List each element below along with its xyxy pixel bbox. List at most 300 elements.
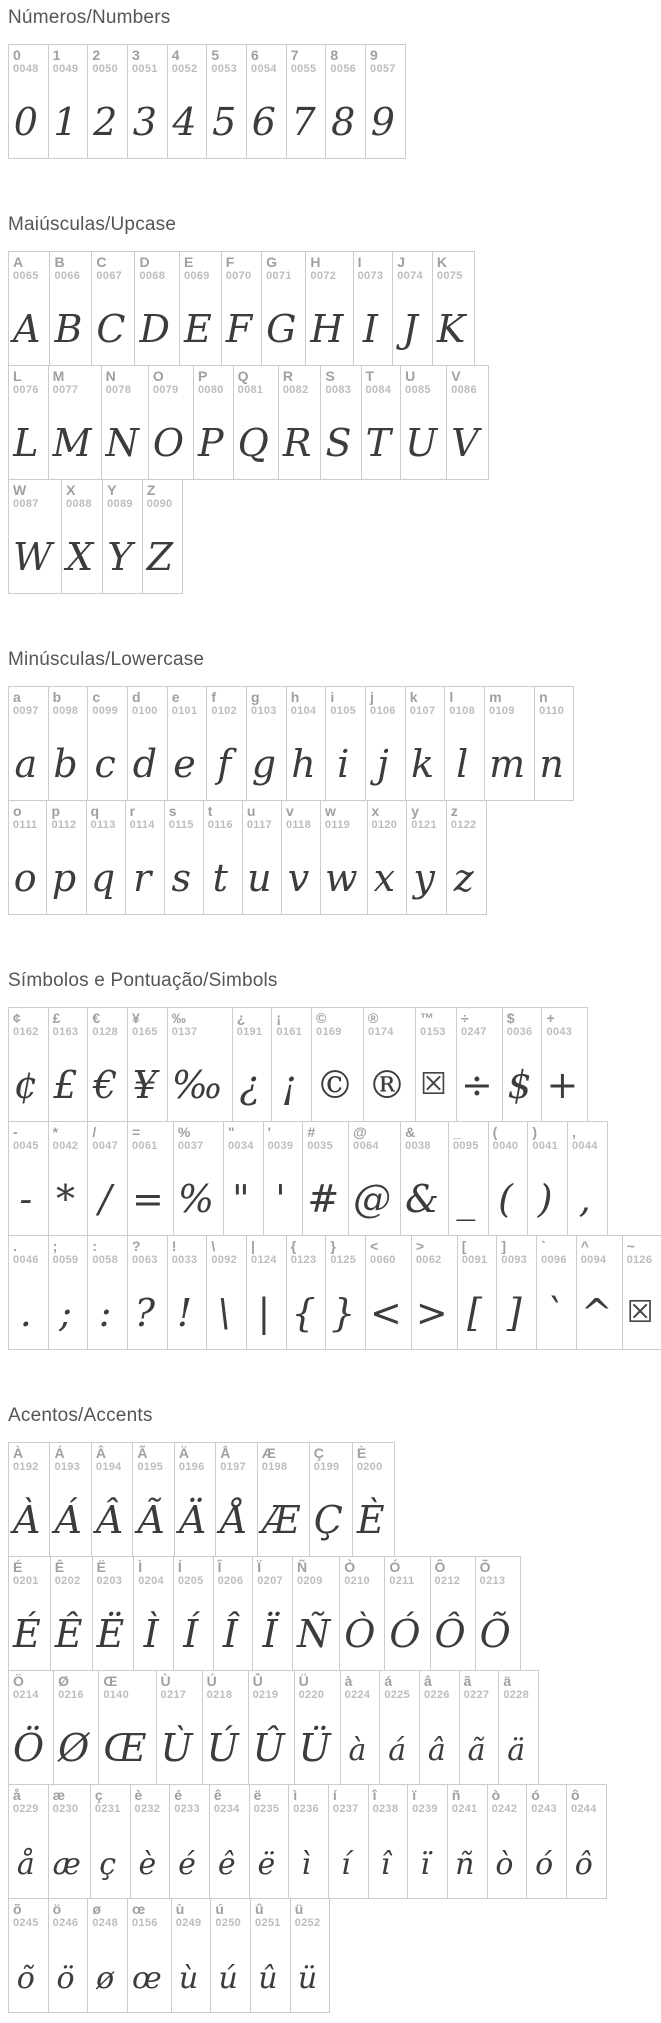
cell-code-label: 0251 — [255, 1917, 281, 1929]
cell-char-label: o — [13, 803, 22, 819]
cell-code-label: 0202 — [54, 1575, 81, 1587]
char-cell — [566, 1784, 607, 1899]
cell-code-label: 0080 — [198, 384, 224, 396]
char-cell — [167, 44, 208, 159]
cell-char-label: _ — [452, 1124, 461, 1140]
cell-char-label: . — [13, 1238, 17, 1254]
glyph-preview: Ê — [54, 1612, 83, 1656]
cell-code-label: 0207 — [257, 1575, 283, 1587]
glyph-preview: I — [362, 307, 378, 351]
char-cell — [328, 1784, 369, 1899]
cell-char-label: 4 — [171, 47, 180, 63]
cell-code-label: 0238 — [372, 1803, 399, 1815]
char-cell — [213, 1556, 254, 1671]
cell-code-label: 0059 — [52, 1254, 79, 1266]
cell-char-label: â — [424, 1673, 432, 1689]
cell-char-label: Ã — [137, 1445, 148, 1461]
cell-code-label: 0093 — [501, 1254, 528, 1266]
cell-char-label: À — [13, 1445, 24, 1461]
cell-char-label: R — [282, 368, 293, 384]
char-cell — [133, 1556, 174, 1671]
cell-char-label: 2 — [92, 47, 101, 63]
cell-char-label: Ó — [389, 1559, 401, 1575]
cell-code-label: 0068 — [139, 270, 166, 282]
cell-code-label: 0094 — [580, 1254, 607, 1266]
glyph-preview: ë — [257, 1847, 276, 1882]
glyph-preview: V — [451, 421, 479, 465]
glyph-preview: ^ — [580, 1291, 613, 1335]
char-cell — [87, 686, 128, 801]
font-character-map — [8, 6, 653, 2013]
glyph-preview: ü — [297, 1961, 318, 1996]
cell-code-label: 0245 — [13, 1917, 39, 1929]
glyph-preview: Q — [237, 421, 269, 465]
cell-code-label: 0196 — [178, 1461, 205, 1473]
cell-code-label: 0229 — [13, 1803, 39, 1815]
char-cell — [446, 365, 488, 480]
section-title: Acentos/Accents — [8, 1405, 153, 1426]
cell-char-label: ™ — [420, 1010, 435, 1026]
glyph-preview: â — [427, 1733, 446, 1768]
cell-code-label: 0066 — [54, 270, 81, 282]
cell-code-label: 0099 — [92, 705, 119, 717]
char-cell — [496, 1235, 537, 1350]
cell-char-label: æ — [52, 1787, 66, 1803]
cell-char-label: Q — [237, 368, 249, 384]
cell-char-label: N — [105, 368, 116, 384]
char-cell — [179, 251, 222, 366]
char-cell — [292, 1556, 340, 1671]
cell-char-label: Ü — [298, 1673, 309, 1689]
cell-char-label: ï — [412, 1787, 417, 1803]
charmap-section — [8, 648, 653, 915]
cell-code-label: 0107 — [409, 705, 436, 717]
char-cell — [281, 800, 321, 915]
char-cell — [169, 1784, 210, 1899]
cell-char-label: ? — [132, 1238, 141, 1254]
char-cell — [459, 1670, 500, 1785]
glyph-preview: b — [53, 742, 78, 786]
glyph-preview: ] — [506, 1291, 522, 1335]
cell-char-label: V — [451, 368, 461, 384]
char-cell — [91, 251, 135, 366]
cell-char-label: à — [344, 1673, 353, 1689]
cell-code-label: 0077 — [52, 384, 79, 396]
glyph-preview: ? — [134, 1291, 156, 1335]
char-cell — [203, 800, 243, 915]
char-cell — [361, 365, 402, 480]
glyph-preview: á — [388, 1733, 407, 1768]
glyph-preview: Ä — [178, 1498, 207, 1542]
glyph-preview: å — [16, 1847, 35, 1882]
cell-char-label: € — [92, 1010, 101, 1026]
glyph-preview: , — [578, 1177, 591, 1221]
charmap-row — [8, 479, 183, 594]
glyph-preview: M — [52, 421, 92, 465]
cell-char-label: Ä — [178, 1445, 189, 1461]
glyph-preview: u — [247, 856, 272, 900]
cell-code-label: 0088 — [66, 498, 92, 510]
glyph-preview: © — [316, 1063, 355, 1107]
glyph-preview: c — [94, 742, 116, 786]
cell-char-label: Y — [107, 482, 117, 498]
char-cell — [309, 1442, 353, 1557]
glyph-preview: w — [325, 856, 358, 900]
cell-char-label: Õ — [479, 1559, 491, 1575]
glyph-preview: î — [380, 1847, 391, 1882]
glyph-preview: 0 — [13, 100, 38, 144]
cell-code-label: 0118 — [285, 819, 312, 831]
char-cell — [246, 44, 287, 159]
glyph-preview: ® — [368, 1063, 407, 1107]
cell-char-label: Á — [54, 1445, 65, 1461]
glyph-preview: ` — [544, 1291, 564, 1335]
cell-char-label: é — [174, 1787, 183, 1803]
cell-char-label: n — [539, 689, 548, 705]
cell-code-label: 0211 — [389, 1575, 415, 1587]
char-cell — [127, 1007, 168, 1122]
cell-char-label: @ — [353, 1124, 367, 1140]
charmap-grid — [8, 44, 653, 159]
glyph-preview: ) — [537, 1177, 553, 1221]
cell-code-label: 0161 — [276, 1026, 303, 1038]
char-cell — [392, 251, 433, 366]
section-title: Símbolos e Pontuação/Simbols — [8, 970, 278, 991]
cell-char-label: ò — [491, 1787, 501, 1803]
char-cell — [379, 1670, 420, 1785]
glyph-preview: U — [405, 421, 438, 465]
cell-char-label: / — [92, 1124, 97, 1140]
char-cell — [87, 44, 128, 159]
cell-code-label: 0117 — [246, 819, 272, 831]
cell-code-label: 0098 — [52, 705, 79, 717]
cell-char-label: - — [13, 1124, 18, 1140]
char-cell — [320, 800, 368, 915]
cell-char-label: È — [356, 1445, 367, 1461]
glyph-preview: è — [138, 1847, 157, 1882]
char-cell — [48, 686, 89, 801]
glyph-preview: " — [232, 1177, 250, 1221]
cell-char-label: 6 — [251, 47, 259, 63]
char-cell — [148, 365, 194, 480]
char-cell — [325, 44, 366, 159]
charmap-row — [8, 1121, 608, 1236]
cell-code-label: 0085 — [405, 384, 431, 396]
char-cell — [206, 44, 247, 159]
glyph-preview: À — [13, 1498, 41, 1542]
cell-char-label: w — [325, 803, 336, 819]
cell-char-label: & — [405, 1124, 416, 1140]
char-cell — [541, 1007, 588, 1122]
cell-char-label: " — [227, 1124, 235, 1140]
cell-char-label: í — [332, 1787, 337, 1803]
charmap-row — [8, 800, 487, 915]
char-cell — [49, 251, 92, 366]
glyph-preview: y — [413, 856, 435, 900]
cell-char-label: å — [13, 1787, 21, 1803]
cell-char-label: * — [52, 1124, 59, 1140]
char-cell — [475, 1556, 521, 1671]
glyph-preview: ù — [178, 1961, 199, 1996]
char-cell — [193, 365, 234, 480]
cell-char-label: õ — [13, 1901, 22, 1917]
char-cell — [167, 1007, 233, 1122]
cell-char-label: 3 — [132, 47, 140, 63]
glyph-preview: P — [198, 421, 224, 465]
cell-code-label: 0101 — [171, 705, 198, 717]
glyph-preview: _ — [456, 1177, 476, 1221]
char-cell — [527, 1121, 568, 1236]
cell-char-label: ^ — [580, 1238, 589, 1254]
cell-char-label: A — [13, 254, 24, 270]
char-cell — [210, 1898, 251, 2013]
cell-char-label: Î — [217, 1559, 222, 1575]
char-cell — [257, 1442, 310, 1557]
cell-char-label: ù — [175, 1901, 185, 1917]
char-cell — [206, 686, 247, 801]
cell-code-label: 0115 — [168, 819, 194, 831]
cell-char-label: | — [251, 1238, 255, 1254]
glyph-preview: } — [331, 1291, 356, 1335]
cell-code-label: 0236 — [293, 1803, 319, 1815]
cell-code-label: 0230 — [52, 1803, 79, 1815]
char-cell — [171, 1898, 212, 2013]
glyph-preview: + — [546, 1063, 579, 1107]
charmap-grid — [8, 251, 653, 594]
cell-code-label: 0104 — [290, 705, 317, 717]
char-cell — [368, 1784, 409, 1899]
charmap-section — [8, 1404, 653, 2013]
cell-code-label: 0072 — [310, 270, 337, 282]
cell-code-label: 0063 — [132, 1254, 158, 1266]
glyph-preview: o — [13, 856, 37, 900]
char-cell — [50, 1556, 93, 1671]
cell-code-label: 0206 — [217, 1575, 244, 1587]
char-cell — [92, 1556, 135, 1671]
cell-code-label: 0116 — [207, 819, 233, 831]
char-cell — [61, 479, 103, 594]
char-cell — [8, 1898, 49, 2013]
glyph-preview: £ — [53, 1063, 78, 1107]
char-cell — [167, 686, 208, 801]
cell-code-label: 0042 — [52, 1140, 79, 1152]
charmap-section — [8, 6, 653, 159]
char-cell — [348, 1121, 401, 1236]
cell-char-label: ‰ — [171, 1010, 186, 1026]
cell-code-label: 0233 — [174, 1803, 200, 1815]
cell-char-label: Ì — [138, 1559, 143, 1575]
cell-char-label: ê — [213, 1787, 222, 1803]
cell-code-label: 0195 — [137, 1461, 164, 1473]
cell-char-label: = — [132, 1124, 141, 1140]
glyph-preview: R — [282, 421, 312, 465]
char-cell — [367, 800, 408, 915]
cell-code-label: 0165 — [132, 1026, 158, 1038]
char-cell — [98, 1670, 156, 1785]
char-cell — [8, 1007, 49, 1122]
glyph-preview: E — [183, 307, 212, 351]
char-cell — [419, 1670, 460, 1785]
char-cell — [48, 365, 102, 480]
char-cell — [232, 1007, 273, 1122]
glyph-preview: æ — [52, 1847, 81, 1882]
char-cell — [90, 1784, 131, 1899]
cell-code-label: 0036 — [506, 1026, 533, 1038]
glyph-preview: C — [96, 307, 126, 351]
glyph-preview: * — [56, 1177, 75, 1221]
cell-char-label: ã — [463, 1673, 472, 1689]
cell-code-label: 0193 — [54, 1461, 81, 1473]
cell-code-label: 0057 — [370, 63, 396, 75]
glyph-preview: ; — [59, 1291, 72, 1335]
cell-char-label: Æ — [261, 1445, 276, 1461]
glyph-preview: [ — [467, 1291, 482, 1335]
glyph-preview: 7 — [291, 100, 316, 144]
cell-code-label: 0212 — [434, 1575, 461, 1587]
glyph-preview: ÷ — [460, 1063, 493, 1107]
char-cell — [102, 479, 143, 594]
cell-char-label: Ê — [54, 1559, 65, 1575]
char-cell — [339, 1556, 385, 1671]
glyph-preview: 6 — [251, 100, 276, 144]
cell-code-label: 0037 — [177, 1140, 204, 1152]
cell-code-label: 0246 — [52, 1917, 79, 1929]
char-cell — [87, 1121, 128, 1236]
char-cell — [127, 686, 168, 801]
cell-char-label: h — [290, 689, 300, 705]
cell-code-label: 0091 — [461, 1254, 488, 1266]
glyph-preview: ö — [56, 1961, 75, 1996]
char-cell — [248, 1670, 295, 1785]
glyph-preview: È — [356, 1498, 385, 1542]
cell-char-label: 9 — [370, 47, 378, 63]
glyph-preview: é — [178, 1847, 196, 1882]
glyph-preview: % — [177, 1177, 214, 1221]
char-cell — [432, 251, 475, 366]
cell-char-label: ( — [492, 1124, 498, 1140]
char-cell — [48, 1784, 91, 1899]
glyph-preview: f — [217, 742, 232, 786]
glyph-preview: Z — [146, 535, 174, 579]
char-cell — [302, 1121, 349, 1236]
char-cell — [622, 1235, 661, 1350]
cell-code-label: 0225 — [384, 1689, 410, 1701]
glyph-preview: ê — [217, 1847, 236, 1882]
section-title: Maiúsculas/Upcase — [8, 214, 177, 235]
cell-code-label: 0247 — [460, 1026, 487, 1038]
char-cell — [311, 1007, 364, 1122]
cell-code-label: 0217 — [160, 1689, 187, 1701]
cell-char-label: © — [316, 1010, 327, 1026]
glyph-preview: Ø — [58, 1726, 90, 1770]
cell-char-label: ; — [52, 1238, 58, 1254]
glyph-preview: z — [453, 856, 474, 900]
cell-char-label: Z — [146, 482, 156, 498]
cell-code-label: 0041 — [532, 1140, 558, 1152]
glyph-preview: Æ — [261, 1498, 300, 1542]
char-cell — [87, 1235, 128, 1350]
cell-code-label: 0045 — [13, 1140, 39, 1152]
glyph-preview: Y — [107, 535, 133, 579]
char-cell — [400, 365, 447, 480]
cell-code-label: 0128 — [92, 1026, 119, 1038]
char-cell — [209, 1784, 250, 1899]
cell-code-label: 0199 — [313, 1461, 340, 1473]
cell-char-label: Å — [220, 1445, 231, 1461]
cell-char-label: p — [51, 803, 61, 819]
cell-char-label: ) — [532, 1124, 537, 1140]
notdef-glyph: ☒ — [626, 1295, 654, 1330]
glyph-preview: Á — [54, 1498, 82, 1542]
char-cell — [411, 1235, 458, 1350]
cell-code-label: 0110 — [539, 705, 565, 717]
glyph-preview: K — [436, 307, 466, 351]
glyph-preview: i — [337, 742, 350, 786]
cell-char-label: Ù — [160, 1673, 171, 1689]
cell-char-label: Í — [177, 1559, 182, 1575]
cell-code-label: 0234 — [213, 1803, 240, 1815]
cell-char-label: [ — [461, 1238, 467, 1254]
cell-code-label: 0046 — [13, 1254, 39, 1266]
cell-char-label: P — [198, 368, 208, 384]
glyph-preview: $ — [507, 1063, 532, 1107]
cell-code-label: 0205 — [177, 1575, 204, 1587]
char-cell — [48, 44, 89, 159]
cell-code-label: 0084 — [365, 384, 392, 396]
char-cell — [484, 686, 535, 801]
cell-code-label: 0108 — [449, 705, 476, 717]
char-cell — [246, 686, 287, 801]
cell-char-label: k — [409, 689, 418, 705]
char-cell — [407, 1784, 448, 1899]
cell-char-label: a — [13, 689, 21, 705]
glyph-preview: ¢ — [13, 1063, 38, 1107]
cell-code-label: 0087 — [13, 498, 39, 510]
char-cell — [444, 686, 485, 801]
char-cell — [325, 686, 366, 801]
cell-char-label: J — [397, 254, 406, 270]
cell-char-label: $ — [506, 1010, 515, 1026]
glyph-preview: r — [133, 856, 152, 900]
glyph-preview: e — [173, 742, 196, 786]
cell-code-label: 0050 — [92, 63, 119, 75]
cell-char-label: c — [92, 689, 101, 705]
char-cell — [8, 1442, 50, 1557]
cell-code-label: 0250 — [215, 1917, 242, 1929]
glyph-preview: j — [376, 742, 389, 786]
cell-code-label: 0096 — [541, 1254, 567, 1266]
char-cell — [250, 1898, 291, 2013]
cell-char-label: ñ — [451, 1787, 461, 1803]
glyph-preview: É — [13, 1612, 41, 1656]
charmap-row — [8, 1442, 395, 1557]
cell-code-label: 0053 — [211, 63, 238, 75]
cell-code-label: 0237 — [332, 1803, 359, 1815]
charmap-row — [8, 686, 574, 801]
cell-char-label: 0 — [13, 47, 21, 63]
cell-code-label: 0243 — [531, 1803, 557, 1815]
cell-char-label: t — [207, 803, 213, 819]
cell-char-label: Ö — [13, 1673, 24, 1689]
cell-char-label: s — [168, 803, 177, 819]
cell-code-label: 0163 — [52, 1026, 79, 1038]
cell-code-label: 0097 — [13, 705, 39, 717]
cell-code-label: 0040 — [492, 1140, 519, 1152]
char-cell — [286, 44, 327, 159]
cell-code-label: 0244 — [570, 1803, 597, 1815]
glyph-preview: Û — [252, 1726, 285, 1770]
char-cell — [132, 1442, 174, 1557]
